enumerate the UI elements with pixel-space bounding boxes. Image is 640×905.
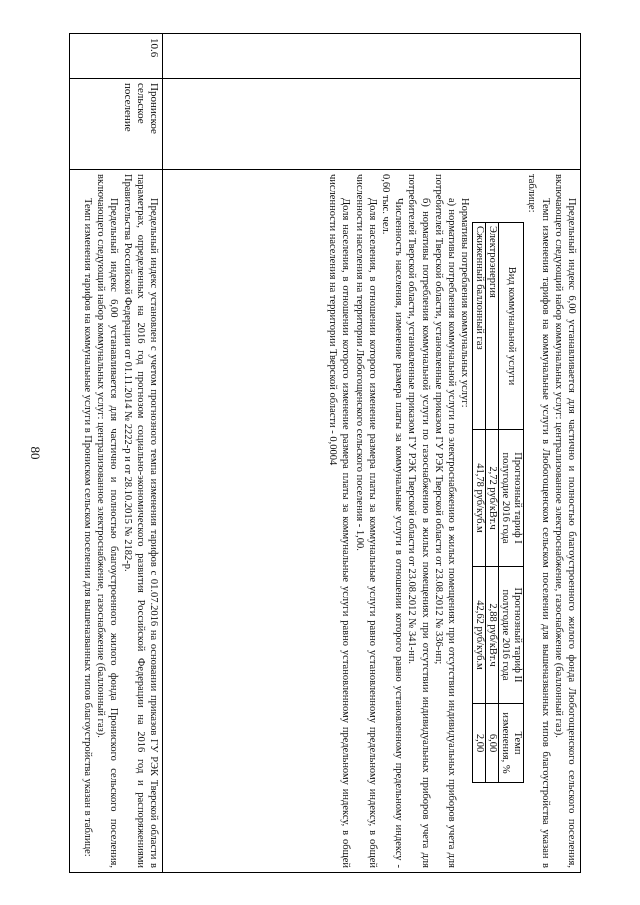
rotated-content (69, 33, 581, 873)
row-number-cell: 10.6 (70, 34, 163, 79)
tariff-header-cell: Вид коммунальной услуги (499, 223, 524, 430)
tariff-header-cell: Темп изменения, % (499, 704, 524, 783)
tariff-cell: Сжиженный баллонный газ (473, 223, 486, 430)
tariff-cell: 2,88 руб/кВт.ч (486, 567, 499, 704)
paragraph: Численность населения, изменение размера платы за коммунальные услуги в отношении которого равно установленному предельному индексу - 0,60 тыс. чел. (379, 174, 405, 868)
tariff-row (473, 223, 486, 783)
tariff-cell: 6,00 (486, 704, 499, 783)
tariff-header-row (499, 223, 524, 783)
paragraph: Предельный индекс 6,00 устанавливается для частично и полностью благоустроенного жилого фонда Любогощенского сельского поселения, включающего следующий набор коммунальных услуг: централизованное электроснабжение, газоснабжение (баллонный газ). (552, 174, 577, 868)
page-number: 80 (28, 446, 43, 460)
table-row (163, 34, 581, 873)
paragraph: Нормативы потребления коммунальных услуг: (459, 198, 471, 408)
tariff-header-cell: Прогнозный тариф I полугодие 2016 года (499, 430, 524, 567)
paragraph: Темп изменения тарифов на коммунальные услуги в Прониском сельском поселении для вышеназванных типов благоустройства указан в таблице: (81, 198, 93, 857)
tariff-cell: 2,00 (473, 704, 486, 783)
table-row (70, 34, 163, 873)
paragraph: Предельный индекс установлен с учетом прогнозного темпа изменения тарифов с 01.07.2016 на основании приказов ГУ РЭК Тверской области в параметрах, определенных на 2016 год прогнозом социально-экономического развития Российской Федерации на 2016 год и распоряжениями Правительства Российской Федерации от 01.11.2014 № 2222-р и от 28.10.2015 № 2182-р. (121, 174, 159, 868)
row-number-cell (163, 34, 581, 79)
settlement-name-cell (163, 79, 581, 170)
tariff-cell: 42,62 руб/куб.м (473, 567, 486, 704)
tariff-row (486, 223, 499, 783)
tariff-table (472, 222, 524, 783)
settlement-name-cell: Прониское сельское поселение (70, 79, 163, 170)
paragraph: Доля населения, в отношении которого изменение размера платы за коммунальные услуги равно установленному предельному индексу, в общей численности населения на территории Любогощенского сельского поселения - 1,00. (353, 174, 378, 868)
row-text-cell (163, 170, 581, 873)
paragraph: Доля населения, в отношении которого изменение размера платы за коммунальные услуги равно установленному предельному индексу, в общей численности населения на территории Тверской области - 0,0004 (327, 174, 352, 868)
main-table (69, 33, 581, 873)
tariff-header-cell: Прогнозный тариф II полугодие 2016 года (499, 567, 524, 704)
paragraph: Предельный индекс 6,00 устанавливается для частично и полностью благоустроенного жилого фонда Прониского сельского поселения, включающего следующий набор коммунальных услуг: централизованное электроснабжение, газоснабжение (баллонный газ). (95, 174, 120, 868)
paragraph: Темп изменения тарифов на коммунальные услуги в Любогощенском сельском поселении для вышеназванных типов благоустройства указан в таблице: (526, 174, 551, 868)
paragraph: б) нормативы потребления коммунальной услуги по газоснабжению в жилых помещениях при отсутствии индивидуальных приборов учета для потребителей Тверской области, установленные приказом ГУ РЭК Тверской области от 23.08.2012 № 341-нп. (406, 174, 431, 868)
tariff-cell: 2,72 руб/кВт.ч (486, 430, 499, 567)
row-text-cell (70, 170, 163, 873)
tariff-cell: 41,78 руб/куб.м (473, 430, 486, 567)
tariff-cell: Электроэнергия (486, 223, 499, 430)
paragraph: а) нормативы потребления коммунальной услуги по электроснабжению в жилых помещениях при отсутствии индивидуальных приборов учета для потребителей Тверской области, установленные приказом ГУ РЭК Тверской области от 23.08.2012 № 336-нп; (432, 174, 457, 868)
